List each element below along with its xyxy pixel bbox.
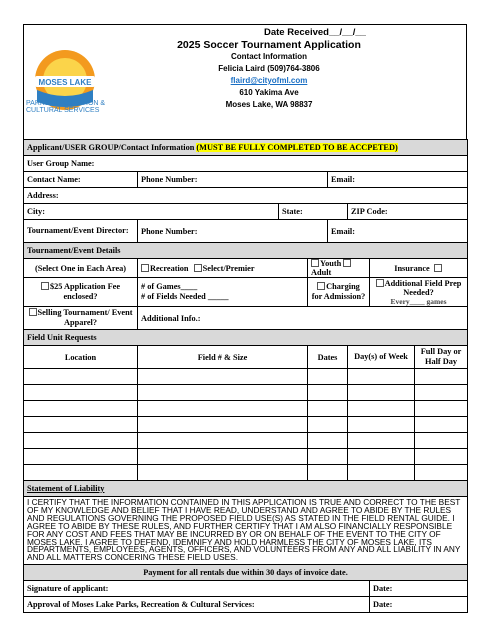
application-form (23, 24, 467, 610)
app-fee-label: $25 Application Fee enclosed? (49, 282, 121, 301)
dates-cell[interactable] (308, 449, 348, 465)
num-games-field[interactable]: # of Games____ (141, 282, 198, 291)
header-info (144, 27, 394, 111)
director-field[interactable]: Tournament/Event Director: (24, 220, 138, 243)
zip-field[interactable]: ZIP Code: (348, 204, 468, 220)
form-header (23, 24, 467, 142)
dates-cell[interactable] (308, 385, 348, 401)
col-field-size: Field # & Size (138, 346, 308, 369)
col-dates: Dates (308, 346, 348, 369)
field-request-row (24, 465, 468, 481)
prep-option (370, 278, 468, 307)
full-half-cell[interactable] (415, 401, 468, 417)
location-cell[interactable] (24, 385, 138, 401)
col-full-half: Full Day or Half Day (415, 346, 468, 369)
every-games-field[interactable]: Every____ games (390, 296, 447, 306)
days-cell[interactable] (348, 385, 415, 401)
field-request-row (24, 449, 468, 465)
field-size-cell[interactable] (138, 417, 308, 433)
approval-signature-field[interactable]: Approval of Moses Lake Parks, Recreation & Cultural Services: (24, 597, 370, 613)
recreation-label: Recreation (150, 263, 189, 273)
location-cell[interactable] (24, 433, 138, 449)
field-size-cell[interactable] (138, 433, 308, 449)
selling-label: Selling Tournament/ Event Apparel? (37, 308, 133, 327)
charging-option (308, 278, 370, 307)
field-requests-header: Field Unit Requests (24, 330, 468, 346)
address-field[interactable]: Address: (24, 188, 468, 204)
field-request-row (24, 369, 468, 385)
youth-label: Youth (320, 259, 342, 268)
charging-checkbox[interactable] (317, 282, 325, 290)
location-cell[interactable] (24, 465, 138, 481)
field-request-row (24, 385, 468, 401)
liability-section-header: Statement of Liability (24, 481, 468, 497)
additional-info-field[interactable]: Additional Info.: (138, 307, 468, 330)
logo-city-text: MOSES LAKE (38, 78, 92, 87)
select-one-note: (Select One in Each Area) (24, 259, 138, 278)
email-field[interactable]: Email: (328, 172, 468, 188)
dates-cell[interactable] (308, 369, 348, 385)
must-complete-note: (MUST BE FULLY COMPLETED TO BE ACCPETED) (196, 143, 398, 152)
days-cell[interactable] (348, 417, 415, 433)
prep-label: Additional Field Prep Needed? (384, 278, 462, 297)
full-half-cell[interactable] (415, 433, 468, 449)
applicant-date-field[interactable]: Date: (370, 581, 468, 597)
select-premier-label: Select/Premier (202, 263, 255, 273)
street-address: 610 Yakima Ave (239, 88, 299, 97)
prep-checkbox[interactable] (376, 279, 384, 287)
days-cell[interactable] (348, 449, 415, 465)
days-cell[interactable] (348, 369, 415, 385)
location-cell[interactable] (24, 401, 138, 417)
applicant-section-label: Applicant/USER GROUP/Contact Information (27, 143, 195, 152)
location-cell[interactable] (24, 417, 138, 433)
field-size-cell[interactable] (138, 369, 308, 385)
location-cell[interactable] (24, 369, 138, 385)
date-received: Date Received__/__/__ (264, 27, 366, 38)
col-location: Location (24, 346, 138, 369)
insurance-option (370, 259, 468, 278)
dates-cell[interactable] (308, 433, 348, 449)
adult-label: Adult (311, 268, 332, 277)
charging-label: Charging for Admission? (311, 282, 366, 301)
selling-checkbox[interactable] (29, 308, 37, 316)
field-size-cell[interactable] (138, 449, 308, 465)
contact-name-field[interactable]: Contact Name: (24, 172, 138, 188)
full-half-cell[interactable] (415, 369, 468, 385)
selling-option (24, 307, 138, 330)
select-premier-checkbox[interactable] (194, 264, 202, 272)
form-table (23, 139, 468, 613)
city-field[interactable]: City: (24, 204, 279, 220)
director-email-field[interactable]: Email: (328, 220, 468, 243)
age-options (308, 259, 370, 278)
field-size-cell[interactable] (138, 465, 308, 481)
location-cell[interactable] (24, 449, 138, 465)
field-size-cell[interactable] (138, 401, 308, 417)
moses-lake-logo (29, 28, 101, 136)
city-state-zip: Moses Lake, WA 98837 (225, 100, 313, 109)
user-group-field[interactable]: User Group Name: (24, 156, 468, 172)
field-request-row (24, 417, 468, 433)
app-fee-checkbox[interactable] (41, 282, 49, 290)
full-half-cell[interactable] (415, 465, 468, 481)
app-fee-option (24, 278, 138, 307)
insurance-label: Insurance (394, 263, 430, 273)
level-options (138, 259, 308, 278)
contact-email-link[interactable]: flaird@cityofml.com (230, 76, 308, 85)
youth-checkbox[interactable] (311, 259, 319, 267)
dates-cell[interactable] (308, 401, 348, 417)
details-section-header: Tournament/Event Details (24, 243, 468, 259)
col-days: Day(s) of Week (348, 346, 415, 369)
contact-person: Felicia Laird (509)764-3806 (218, 64, 320, 73)
recreation-checkbox[interactable] (141, 264, 149, 272)
dates-cell[interactable] (308, 465, 348, 481)
full-half-cell[interactable] (415, 385, 468, 401)
num-fields-field[interactable]: # of Fields Needed _____ (141, 292, 229, 301)
phone-field[interactable]: Phone Number: (138, 172, 328, 188)
logo-department-text: PARKS, RECREATION & CULTURAL SERVICES (26, 100, 106, 114)
games-fields-cell (138, 278, 308, 307)
form-title: 2025 Soccer Tournament Application (177, 39, 361, 51)
director-phone-field[interactable]: Phone Number: (138, 220, 328, 243)
adult-checkbox[interactable] (343, 259, 351, 267)
applicant-section-header (24, 140, 468, 156)
days-cell[interactable] (348, 433, 415, 449)
insurance-checkbox[interactable] (434, 264, 442, 272)
liability-statement: I CERTIFY THAT THE INFORMATION CONTAINED IN THIS APPLICATION IS TRUE AND CORRECT TO THE BEST OF MY KNOWLEDGE AND BELIEF THAT I HAVE READ, UNDERSTAND AND AGREE TO ABIDE BY THE RULES AND REGULATIONS GOVERNING THE PROPOSED FIELD USE(S) AS STATED IN THE FIELD RENTAL GUIDE. I AGREE TO ABIDE BY THESE RULES, AND FURTHER CERTIFY THAT I AM ALSO FINANCIALLY RESPONSIBLE FOR ANY COST AND FEES THAT MAY BE INCURRED BY OR ON BEHALF OF THE EVENT TO THE CITY OF MOSES LAKE. I AGREE TO DEFEND, IDEMNIFY AND HOLD HARMLESS THE CITY OF MOSES LAKE, ITS DEPARTMENTS, EMPLOYEES, AGENTS, OFFICERS, AND VOLUNTEERS FROM ANY AND ALL LIABILITY IN ANY AND ALL MATTERS CONCERING THESE FIELD USES. (24, 497, 468, 565)
full-half-cell[interactable] (415, 449, 468, 465)
contact-heading: Contact Information (231, 52, 307, 61)
applicant-signature-field[interactable]: Signature of applicant: (24, 581, 370, 597)
dates-cell[interactable] (308, 417, 348, 433)
approval-date-field[interactable]: Date: (370, 597, 468, 613)
field-size-cell[interactable] (138, 385, 308, 401)
field-request-row (24, 401, 468, 417)
state-field[interactable]: State: (279, 204, 348, 220)
days-cell[interactable] (348, 465, 415, 481)
field-request-row (24, 433, 468, 449)
days-cell[interactable] (348, 401, 415, 417)
full-half-cell[interactable] (415, 417, 468, 433)
payment-note: Payment for all rentals due within 30 days of invoice date. (24, 565, 468, 581)
